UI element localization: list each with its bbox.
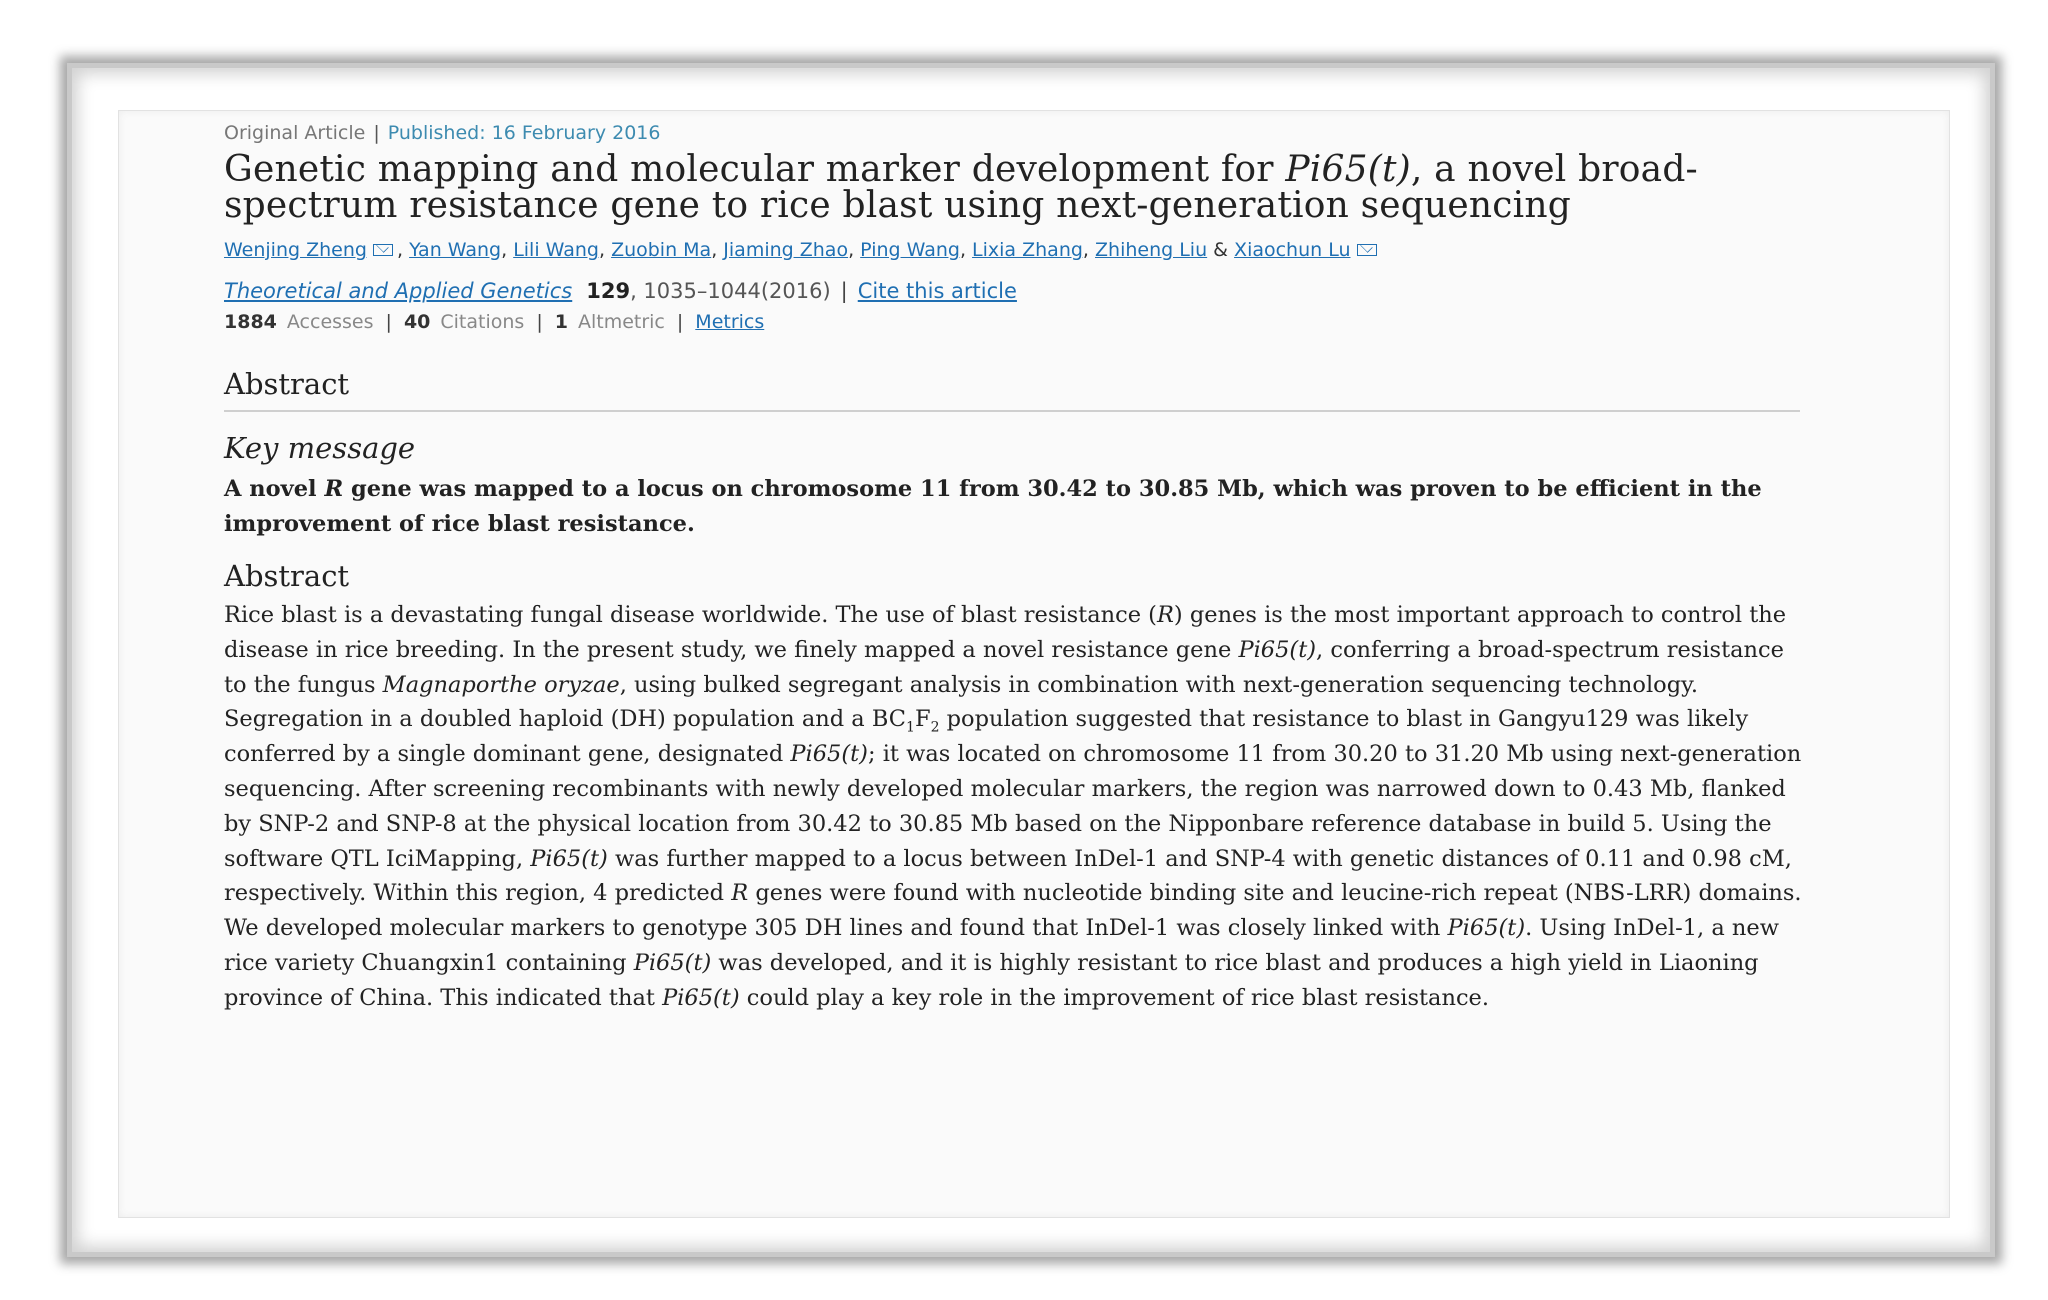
key-message-heading: Key message [224,431,416,465]
cite-link[interactable]: Cite this article [857,279,1017,303]
article-type: Original Article [224,122,366,144]
journal-pages: , 1035–1044(2016) [630,279,831,303]
abstract-subheading: Abstract [224,559,350,593]
author-link[interactable]: Lili Wang [513,239,599,261]
metrics-link[interactable]: Metrics [695,311,765,333]
author-link[interactable]: Zhiheng Liu [1095,239,1208,261]
author-link[interactable]: Wenjing Zheng [224,239,367,261]
title-gene: Pi65(t) [1285,149,1411,190]
journal-line: Theoretical and Applied Genetics 129, 1035–1044(2016) | Cite this article [224,279,1017,303]
author-link[interactable]: Lixia Zhang [972,239,1083,261]
journal-link[interactable]: Theoretical and Applied Genetics [224,279,573,303]
email-icon[interactable] [373,244,393,256]
article-header [224,118,1804,1016]
abstract-text: Rice blast is a devastating fungal disease worldwide. The use of blast resistance (R) genes is the most important approach to control the disease in rice breeding. In the present study, we finely mapped a novel resistance gene Pi65(t), conferring a broad-spectrum resistance to the fungus Magnaporthe oryzae, using bulked segregant analysis in combination with next-generation sequencing technology. Segregation in a doubled haploid (DH) population and a $BC_1F_2$ population suggested that resistance to blast in Gangyu129 was likely conferred by a single dominant gene, designated Pi65(t); it was located on chromosome 11 from 30.20 to 31.20 Mb using next-generation sequencing. After screening recombinants with newly developed molecular markers, the region was narrowed down to 0.43 Mb, flanked by SNP-2 and SNP-8 at the physical location from 30.42 to 30.85 Mb based on the Nipponbare reference database in build 5. Using the software QTL IciMapping, Pi65(t) was further mapped to a locus between InDel-1 and SNP-4 with genetic distances of 0.11 and 0.98 cM, respectively. Within this region, 4 predicted R genes were found with nucleotide binding site and leucine-rich repeat (NBS-LRR) domains. We developed molecular markers to genotype 305 DH lines and found that InDel-1 was closely linked with Pi65(t). Using InDel-1, a new rice variety Chuangxin1 containing Pi65(t) was developed, and it is highly resistant to rice blast and produces a high yield in Liaoning province of China. This indicated that Pi65(t) could play a key role in the improvement of rice blast resistance. [224,602,1802,1011]
author-link[interactable]: Zuobin Ma [611,239,712,261]
article-title: Genetic mapping and molecular marker development for Pi65(t), a novel broad-spectrum resistance gene to rice blast using next-generation sequencing [224,149,1698,226]
author-link[interactable]: Yan Wang [409,239,502,261]
author-list: Wenjing Zheng , Yan Wang, Lili Wang, Zuobin Ma, Jiaming Zhao, Ping Wang, Lixia Zhang, Zhiheng Liu & Xiaochun Lu [224,236,1804,264]
journal-volume: 129 [586,279,631,303]
article-stats: 1884 Accesses | 40 Citations | 1 Altmetric | Metrics [224,311,765,333]
accesses-count: 1884 [224,311,277,333]
abstract-section-heading: Abstract [224,366,1800,412]
author-link[interactable]: Ping Wang [860,239,960,261]
key-message-text: A novel R gene was mapped to a locus on chromosome 11 from 30.42 to 30.85 Mb, which was proven to be efficient in the improvement of rice blast resistance. [224,476,1762,537]
author-link[interactable]: Xiaochun Lu [1234,239,1351,261]
author-link[interactable]: Jiaming Zhao [723,239,849,261]
article-meta: Original Article | Published: 16 February 2016 [224,122,661,144]
published-date: Published: 16 February 2016 [387,122,661,144]
citations-count: 40 [403,311,431,333]
email-icon[interactable] [1357,244,1377,256]
altmetric-count: 1 [554,311,568,333]
